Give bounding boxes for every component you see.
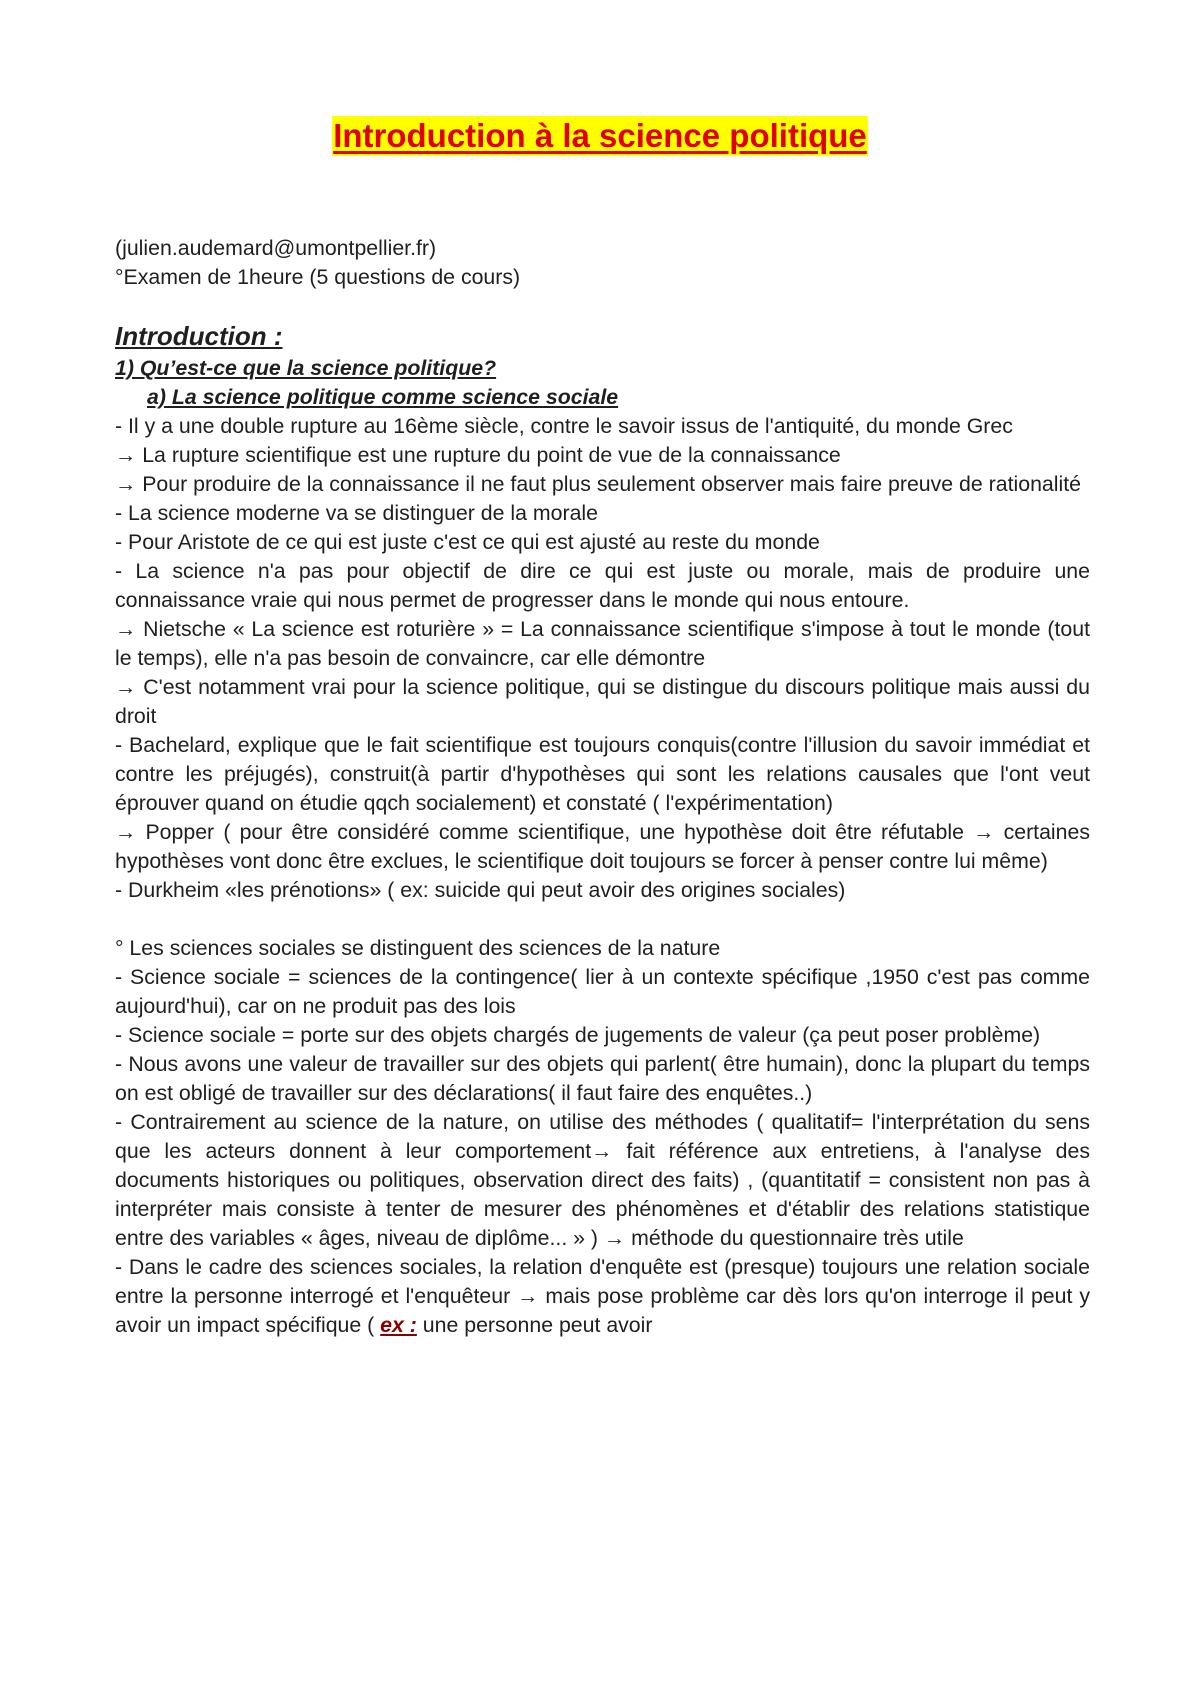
- title-wrap: [0, 116, 1200, 156]
- paragraph: → Popper ( pour être considéré comme scientifique, une hypothèse doit être réfutable → certaines hypothèses vont donc être exclues, le scientifique doit toujours se forcer à penser contre lui même): [115, 820, 1090, 873]
- paragraph-text: - Dans le cadre des sciences sociales, la relation d'enquête est (presque) toujours une relation sociale entre la personne interrogé et l'enquêteur → mais pose problème car dès lors qu'on interroge il peut y avoir un impact spécifique (: [115, 1255, 1090, 1337]
- exam-info: °Examen de 1heure (5 questions de cours): [115, 265, 521, 289]
- paragraph: ° Les sciences sociales se distinguent des sciences de la nature: [115, 936, 721, 960]
- paragraph: - Contrairement au science de la nature, on utilise des méthodes ( qualitatif= l'interprétation du sens que les acteurs donnent à leur comportement→ fait référence aux entretiens, à l'analyse des documents historiques ou politiques, observation direct des faits) , (quantitatif = consistent non pas à interpréter mais consiste à tenter de mesurer des phénomènes et d'établir des relations statistique entre des variables « âges, niveau de diplôme... » ) → méthode du questionnaire très utile: [115, 1110, 1090, 1250]
- paragraph: - Science sociale = sciences de la contingence( lier à un contexte spécifique ,1950 c'est pas comme aujourd'hui), car on ne produit pas des lois: [115, 965, 1090, 1018]
- paragraph-text: une personne peut avoir: [416, 1313, 653, 1337]
- paragraph: - Bachelard, explique que le fait scientifique est toujours conquis(contre l'illusion du savoir immédiat et contre les préjugés), construit(à partir d'hypothèses qui sont les relations causales que l'ont veut éprouver quand on étudie qqch socialement) et constaté ( l'expérimentation): [115, 733, 1090, 815]
- example-marker: ex :: [380, 1313, 417, 1337]
- paragraph: - La science n'a pas pour objectif de dire ce qui est juste ou morale, mais de produire une connaissance vraie qui nous permet de progresser dans le monde qui nous entoure.: [115, 559, 1090, 612]
- paragraph: → La rupture scientifique est une rupture du point de vue de la connaissance: [115, 443, 841, 467]
- paragraph: → C'est notamment vrai pour la science politique, qui se distingue du discours politique mais aussi du droit: [115, 675, 1090, 728]
- subsection-heading: 1) Qu’est-ce que la science politique?: [115, 356, 497, 380]
- paragraph: - Pour Aristote de ce qui est juste c'est ce qui est ajusté au reste du monde: [115, 530, 820, 554]
- paragraph: - Durkheim «les prénotions» ( ex: suicide qui peut avoir des origines sociales): [115, 878, 846, 902]
- paragraph: - Il y a une double rupture au 16ème siècle, contre le savoir issus de l'antiquité, du monde Grec: [115, 414, 1013, 438]
- paragraph: - Nous avons une valeur de travailler sur des objets qui parlent( être humain), donc la plupart du temps on est obligé de travailler sur des déclarations( il faut faire des enquêtes..): [115, 1052, 1090, 1105]
- paragraph: → Nietsche « La science est roturière » = La connaissance scientifique s'impose à tout le monde (tout le temps), elle n'a pas besoin de convaincre, car elle démontre: [115, 617, 1090, 670]
- paragraph: → Pour produire de la connaissance il ne faut plus seulement observer mais faire preuve de rationalité: [115, 472, 1081, 496]
- document-body: [115, 234, 1090, 1340]
- paragraph: - Science sociale = porte sur des objets chargés de jugements de valeur (ça peut poser problème): [115, 1023, 1041, 1047]
- paragraph-last: [115, 1253, 1090, 1340]
- section-heading: Introduction :: [115, 321, 283, 351]
- document-title: Introduction à la science politique: [333, 117, 867, 154]
- subsubsection-heading: a) La science politique comme science sociale: [147, 385, 619, 409]
- blank-line: [115, 905, 1090, 934]
- paragraph: - La science moderne va se distinguer de la morale: [115, 501, 598, 525]
- contact-email: (julien.audemard@umontpellier.fr): [115, 236, 437, 260]
